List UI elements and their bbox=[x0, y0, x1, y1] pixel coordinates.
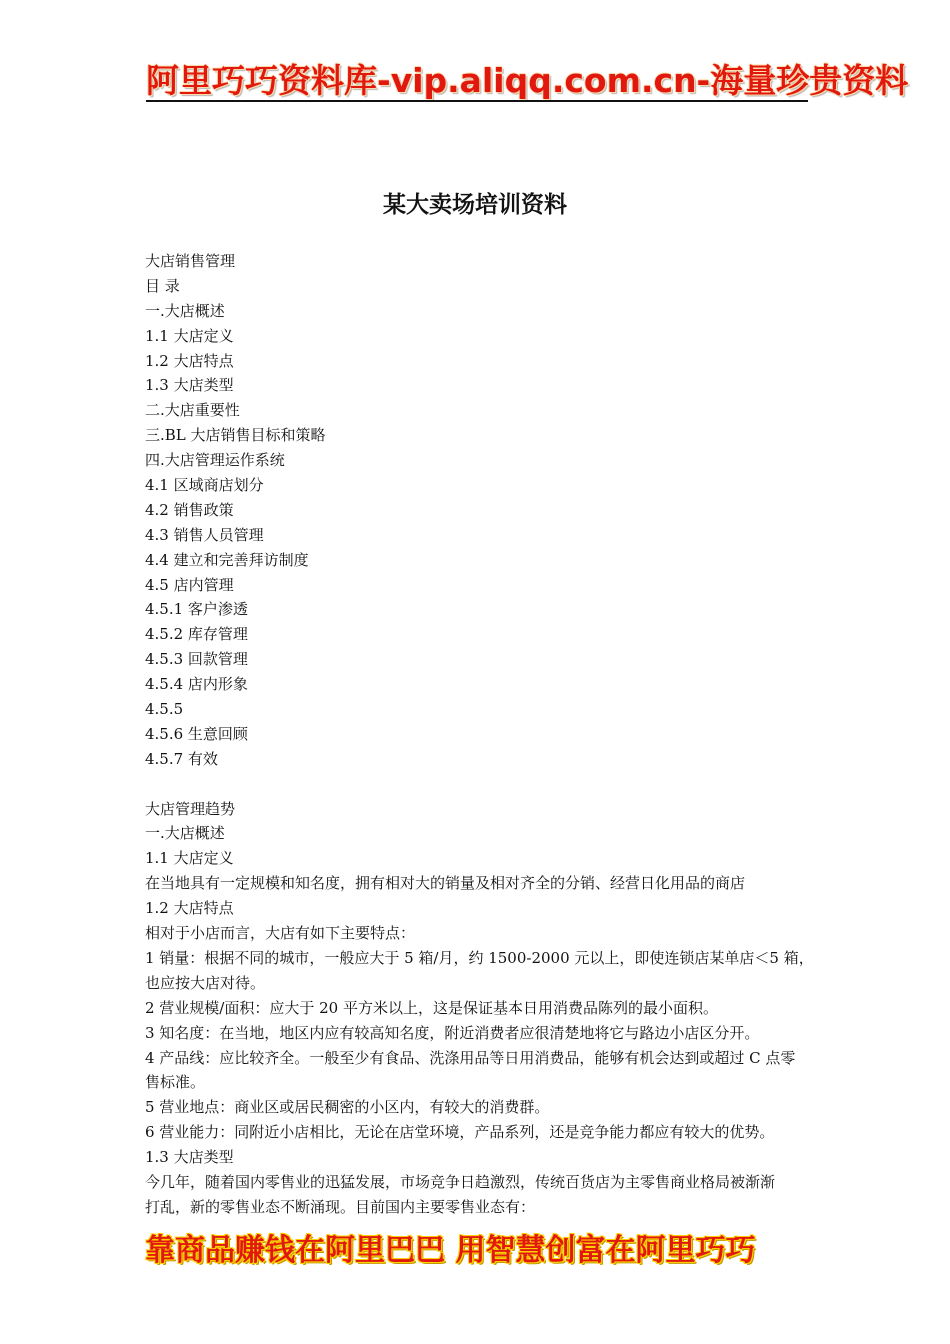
toc-item: 1.3 大店类型 bbox=[145, 376, 234, 395]
paragraph-line: 也应按大店对待。 bbox=[145, 973, 266, 992]
section-heading: 大店管理趋势 bbox=[145, 799, 236, 818]
paragraph-line: 今几年，随着国内零售业的迅猛发展，市场竞争日趋激烈，传统百货店为主零售商业格局被渐渐 bbox=[145, 1172, 776, 1191]
subsection-heading: 1.1 大店定义 bbox=[145, 849, 234, 868]
paragraph-line: 打乱，新的零售业态不断涌现。目前国内主要零售业态有： bbox=[145, 1197, 536, 1216]
toc-item: 4.5.2 库存管理 bbox=[145, 625, 248, 644]
footer-banner-text: 靠商品赚钱在阿里巴巴 用智慧创富在阿里巧巧 bbox=[145, 1233, 756, 1268]
toc-item: 1.1 大店定义 bbox=[145, 326, 234, 345]
footer-banner bbox=[145, 1231, 807, 1271]
toc-item: 4.1 区域商店划分 bbox=[145, 476, 264, 495]
paragraph-line: 6 营业能力：同附近小店相比，无论在店堂环境，产品系列，还是竞争能力都应有较大的优势。 bbox=[145, 1123, 775, 1142]
toc-item: 4.4 建立和完善拜访制度 bbox=[145, 550, 309, 569]
toc-item: 4.5 店内管理 bbox=[145, 575, 234, 594]
toc-item: 一.大店概述 bbox=[145, 301, 225, 320]
toc-item: 4.3 销售人员管理 bbox=[145, 525, 264, 544]
body-text bbox=[145, 797, 814, 1220]
header-rule bbox=[146, 100, 808, 102]
toc-item: 三.BL 大店销售目标和策略 bbox=[145, 426, 326, 445]
paragraph-line: 在当地具有一定规模和知名度，拥有相对大的销量及相对齐全的分销、经营日化用品的商店 bbox=[145, 874, 746, 893]
paragraph-line: 2 营业规模/面积：应大于 20 平方米以上，这是保证基本日用消费品陈列的最小面积。 bbox=[145, 998, 718, 1017]
toc-item: 4.5.4 店内形象 bbox=[145, 675, 248, 694]
toc-item: 4.2 销售政策 bbox=[145, 500, 234, 519]
toc-item: 4.5.3 回款管理 bbox=[145, 650, 248, 669]
header-banner bbox=[146, 60, 909, 102]
section-spacer bbox=[145, 772, 810, 797]
document-body bbox=[145, 249, 814, 1220]
paragraph-line: 售标准。 bbox=[145, 1073, 206, 1092]
paragraph-line: 1 销量：根据不同的城市，一般应大于 5 箱/月，约 1500-2000 元以上，即使连锁店某单店＜5 箱， bbox=[145, 948, 814, 967]
toc-item: 4.5.1 客户渗透 bbox=[145, 600, 248, 619]
toc-item: 1.2 大店特点 bbox=[145, 351, 234, 370]
toc-item: 4.5.5 bbox=[145, 700, 184, 719]
paragraph-line: 5 营业地点：商业区或居民稠密的小区内，有较大的消费群。 bbox=[145, 1098, 550, 1117]
toc-item: 四.大店管理运作系统 bbox=[145, 451, 285, 470]
paragraph-line: 4 产品线：应比较齐全。一般至少有食品、洗涤用品等日用消费品，能够有机会达到或超过 C 点零 bbox=[145, 1048, 796, 1067]
subsection-heading: 1.3 大店类型 bbox=[145, 1148, 234, 1167]
subsection-heading: 1.2 大店特点 bbox=[145, 899, 234, 918]
toc-item: 4.5.6 生意回顾 bbox=[145, 724, 248, 743]
section-heading: 一.大店概述 bbox=[145, 824, 225, 843]
toc-item: 二.大店重要性 bbox=[145, 401, 240, 420]
header-banner-text: 阿里巧巧资料库-vip.aliqq.com.cn-海量珍贵资料 bbox=[146, 61, 909, 100]
document-title: 某大卖场培训资料 bbox=[383, 191, 567, 218]
toc-heading: 大店销售管理 bbox=[145, 252, 236, 270]
paragraph-line: 3 知名度：在当地，地区内应有较高知名度，附近消费者应很清楚地将它与路边小店区分开。 bbox=[145, 1023, 760, 1042]
paragraph-line: 相对于小店而言，大店有如下主要特点： bbox=[145, 924, 416, 943]
toc-label: 目 录 bbox=[145, 276, 180, 295]
toc-item: 4.5.7 有效 bbox=[145, 749, 218, 768]
toc-list bbox=[145, 299, 810, 772]
